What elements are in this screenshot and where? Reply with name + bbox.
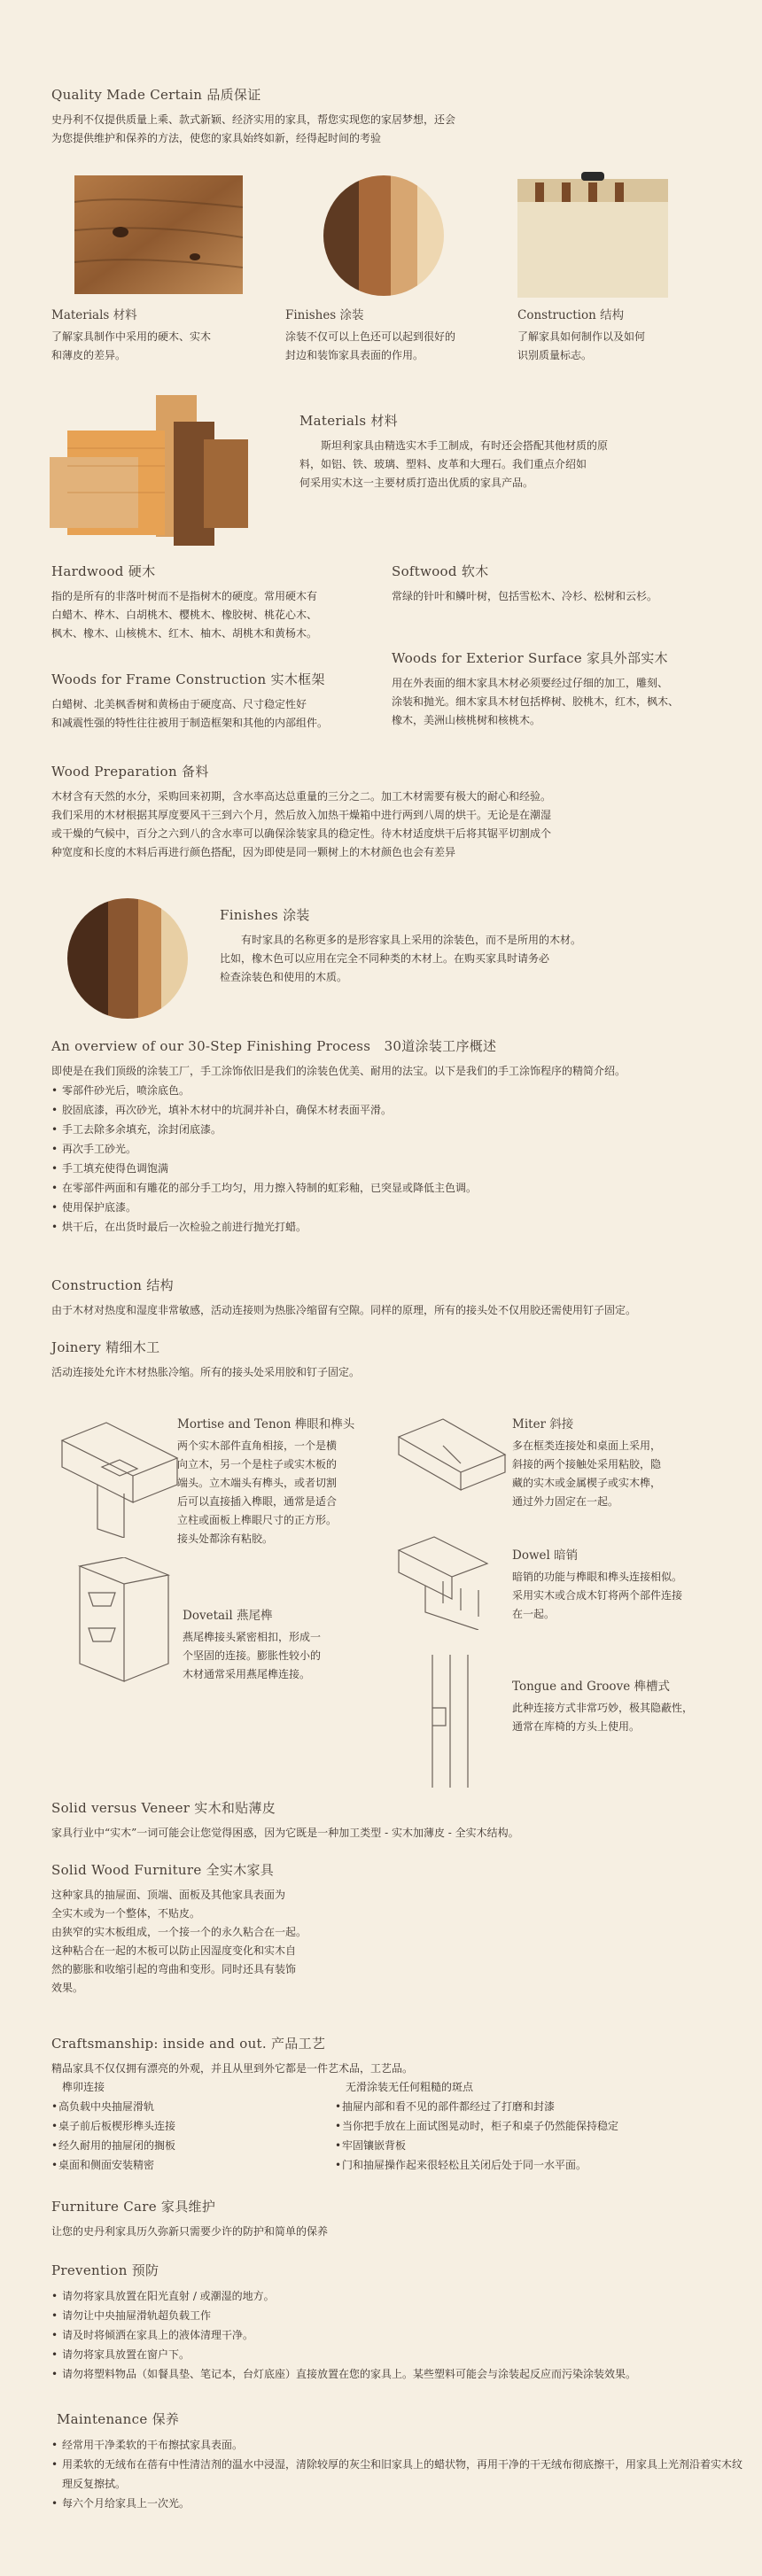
card-construction-line-2: 识别质量标志。: [517, 349, 593, 361]
list-item: • 桌子前后板楔形榫头连接: [51, 2116, 335, 2136]
finishes-line-3: 检查涂装色和使用的木质。: [220, 971, 348, 983]
dowel-title: Dowel 暗销: [512, 1548, 579, 1563]
craft-right-head: 无滑涂装无任何粗糙的斑点: [346, 2081, 474, 2093]
miter-line-2: 斜接的两个接触处采用粘胶，隐: [512, 1458, 662, 1470]
mortise-line-3: 端头。立木端头有榫头，或者切割: [177, 1477, 338, 1489]
craft-right-column: [335, 2078, 725, 2175]
prevention-list: [51, 2286, 751, 2384]
dowel-diagram: [390, 1532, 514, 1630]
list-item: • 经久耐用的抽屉闭的搁板: [51, 2136, 335, 2155]
mortise-line-4: 后可以直接插入榫眼，通常是适合: [177, 1495, 338, 1508]
solidwood-line-1: 这种家具的抽屉面、顶端、面板及其他家具表面为: [51, 1889, 286, 1901]
joinery-line-1: 活动连接处允许木材热胀冷缩。所有的接头处采用胶和钉子固定。: [51, 1366, 361, 1378]
finish-disc-image: [322, 174, 446, 298]
hardwood-title: Hardwood 硬木: [51, 563, 156, 579]
dowel-section: [512, 1545, 734, 1624]
materials-line-2: 料，如铝、铁、玻璃、塑料、皮革和大理石。我们重点介绍如: [299, 458, 587, 470]
prep-line-4: 种宽度和长度的木料后再进行颜色搭配，因为即使是同一颗树上的木材颜色也会有差异: [51, 846, 456, 858]
card-finishes-line-1: 涂装不仅可以上色还可以起到很好的: [285, 330, 456, 343]
card-finishes: [285, 305, 507, 365]
miter-section: [512, 1414, 734, 1511]
list-item: • 请勿让中央抽屉滑轨超负载工作: [51, 2306, 751, 2325]
exterior-line-1: 用在外表面的细木家具木材必须要经过仔细的加工，雕刻、: [392, 677, 669, 689]
tongue-section: [512, 1676, 743, 1736]
list-item: • 高负载中央抽屉滑轨: [51, 2097, 335, 2116]
miter-line-4: 通过外力固定在一起。: [512, 1495, 619, 1508]
exterior-section: [392, 648, 728, 730]
softwood-line-1: 常绿的针叶和鳞叶树，包括雪松木、冷杉、松树和云杉。: [392, 590, 658, 602]
solidwood-line-6: 效果。: [51, 1982, 84, 1994]
prep-line-2: 我们采用的木材根据其厚度要风干三到六个月，然后放入加热干燥箱中进行两到八周的烘干。无论是在潮湿: [51, 809, 552, 821]
quality-title: Quality Made Certain 品质保证: [51, 87, 261, 103]
wood-plank-image: [74, 175, 243, 294]
tongue-line-1: 此种连接方式非常巧妙，极其隐蔽性，: [512, 1702, 694, 1714]
solidwood-title: Solid Wood Furniture 全实木家具: [51, 1862, 275, 1878]
dovetail-title: Dovetail 燕尾榫: [183, 1609, 273, 1623]
veneer-line-1: 家具行业中“实木”一词可能会让您觉得困惑，因为它既是一种加工类型 - 实木加薄皮 - 全实木结构。: [51, 1827, 519, 1839]
craft-title: Craftsmanship: inside and out. 产品工艺: [51, 2036, 326, 2052]
list-item: • 门和抽屉操作起来很轻松且关闭后处于同一水平面。: [335, 2155, 725, 2175]
mortise-section: [177, 1414, 399, 1548]
list-item: • 牢固镶嵌背板: [335, 2136, 725, 2155]
miter-diagram: [390, 1410, 514, 1508]
solidwood-line-5: 然的膨胀和收缩引起的弯曲和变形。同时还具有装饰: [51, 1963, 297, 1975]
list-item: • 桌面和侧面安装精密: [51, 2155, 335, 2175]
solidwood-line-4: 这种粘合在一起的木板可以防止因湿度变化和实木自: [51, 1944, 297, 1957]
tongue-line-2: 通常在库椅的方头上使用。: [512, 1720, 641, 1733]
finishes-disc-image: [66, 896, 190, 1020]
hardwood-section: [51, 562, 388, 643]
care-line-1: 让您的史丹利家具历久弥新只需要少许的防护和简单的保养: [51, 2225, 329, 2238]
construction-line-1: 由于木材对热度和湿度非常敏感，活动连接则为热胀冷缩留有空隙。同样的原理，所有的接头处不仅用胶还需使用钉子固定。: [51, 1304, 637, 1316]
solidwood-line-3: 由狭窄的实木板组成，一个接一个的永久粘合在一起。: [51, 1926, 307, 1938]
list-item: • 用柔软的无绒布在蓓有中性清洁剂的温水中浸湿，清除较厚的灰尘和旧家具上的蜡状物，再用干净的干无绒布彻底擦干，用家具上光剂沿着实木纹理反复擦拭。: [51, 2455, 743, 2494]
card-construction-title: Construction 结构: [517, 308, 625, 322]
list-item: • 每六个月给家具上一次光。: [51, 2494, 743, 2513]
drawer-dovetail-image: [517, 172, 668, 298]
care-section: [51, 2197, 743, 2241]
craft-columns: [51, 2078, 743, 2175]
list-item: • 请勿将家具放置在窗户下。: [51, 2345, 751, 2364]
craft-section: [51, 2034, 743, 2175]
exterior-line-3: 橡木，美洲山核桃树和核桃木。: [392, 714, 541, 726]
construction-section: [51, 1276, 751, 1320]
card-finishes-title: Finishes 涂装: [285, 308, 364, 322]
card-materials: [51, 305, 264, 365]
craft-right-list: [335, 2097, 725, 2175]
materials-section: [299, 411, 725, 493]
hardwood-line-2: 白蜡木、桦木、白胡桃木、樱桃木、橡胶树、桃花心木、: [51, 609, 318, 621]
joinery-title: Joinery 精细木工: [51, 1339, 160, 1355]
miter-line-1: 多在框类连接处和桌面上采用，: [512, 1439, 662, 1452]
dovetail-line-1: 燕尾榫接头紧密相扣，形成一: [183, 1631, 322, 1643]
tongue-title: Tongue and Groove 榫槽式: [512, 1680, 670, 1694]
maintenance-title: Maintenance 保养: [57, 2411, 180, 2427]
materials-line-3: 何采用实木这一主要材质打造出优质的家具产品。: [299, 477, 534, 489]
construction-title: Construction 结构: [51, 1277, 174, 1293]
finishes-section: [220, 905, 716, 987]
quality-line-2: 为您提供维护和保养的方法，使您的家具始终如新，经得起时间的考验: [51, 132, 382, 144]
hardwood-line-3: 枫木、橡木、山核桃木、红木、柚木、胡桃木和黄杨木。: [51, 627, 318, 640]
mortise-line-6: 接头处都涂有粘胶。: [177, 1532, 274, 1545]
dovetail-line-3: 木材通常采用燕尾榫连接。: [183, 1668, 311, 1680]
list-item: • 使用保护底漆。: [51, 1198, 743, 1217]
mortise-tenon-diagram: [53, 1405, 186, 1538]
frame-section: [51, 670, 388, 733]
card-construction-line-1: 了解家具如何制作以及如何: [517, 330, 646, 343]
miter-title: Miter 斜接: [512, 1417, 574, 1432]
quality-line-1: 史丹利不仅提供质量上乘、款式新颖、经济实用的家具，帮您实现您的家居梦想，还会: [51, 113, 456, 126]
craft-left-head: 榫卯连接: [62, 2081, 105, 2093]
frame-line-1: 白蜡树、北美枫香树和黄杨由于硬度高、尺寸稳定性好: [51, 698, 307, 710]
prep-section: [51, 762, 734, 862]
mortise-title: Mortise and Tenon 榫眼和榫头: [177, 1417, 355, 1432]
prevention-section: [51, 2261, 751, 2384]
materials-line-1: 斯坦利家具由精选实木手工制成，有时还会搭配其他材质的原: [321, 439, 609, 452]
miter-line-3: 藏的实木或金属楔子或实木榫，: [512, 1477, 662, 1489]
prep-line-1: 木材含有天然的水分，采购回来初期，含水率高达总重量的三分之二。加工木材需要有极大的耐心和经验。: [51, 790, 552, 803]
joinery-section: [51, 1338, 743, 1382]
dowel-line-1: 暗销的功能与榫眼和榫头连接相似。: [512, 1571, 683, 1583]
craft-left-column: [51, 2078, 335, 2175]
list-item: • 在零部件两面和有雕花的部分手工均匀，用力擦入特制的虹彩釉，已突显或降低主色调。: [51, 1178, 743, 1198]
prep-line-3: 或干燥的气候中，百分之六到八的含水率可以确保涂装家具的稳定性。待木材适度烘干后将其锯平切割成个: [51, 827, 552, 840]
care-title: Furniture Care 家具维护: [51, 2199, 216, 2215]
exterior-title: Woods for Exterior Surface 家具外部实木: [392, 650, 668, 666]
veneer-section: [51, 1798, 743, 1843]
frame-line-2: 和减震性强的特性往往被用于制造框架和其他的内部组件。: [51, 717, 329, 729]
craft-intro: 精品家具不仅仅拥有漂亮的外观，并且从里到外它都是一件艺术品，工艺品。: [51, 2062, 414, 2075]
overview-title: An overview of our 30-Step Finishing Process 30道涂装工序概述: [51, 1038, 497, 1054]
card-materials-title: Materials 材料: [51, 308, 137, 322]
mortise-line-1: 两个实木部件直角相接，一个是横: [177, 1439, 338, 1452]
card-materials-line-2: 和薄皮的差异。: [51, 349, 127, 361]
list-item: • 请勿将塑料物品（如餐具垫、笔记本，台灯底座）直接放置在您的家具上。某些塑料可能会与涂装起反应而污染涂装效果。: [51, 2364, 751, 2384]
softwood-title: Softwood 软木: [392, 563, 489, 579]
list-item: • 烘干后，在出货时最后一次检验之前进行抛光打蜡。: [51, 1217, 743, 1237]
list-item: • 请勿将家具放置在阳光直射 / 或潮湿的地方。: [51, 2286, 751, 2306]
maintenance-section: [51, 2409, 743, 2513]
frame-title: Woods for Frame Construction 实木框架: [51, 671, 325, 687]
quality-section: [51, 85, 725, 148]
list-item: • 再次手工砂光。: [51, 1139, 743, 1159]
hardwood-line-1: 指的是所有的非落叶树而不是指树木的硬度。常用硬木有: [51, 590, 318, 602]
dovetail-diagram: [62, 1557, 177, 1690]
card-finishes-line-2: 封边和装饰家具表面的作用。: [285, 349, 424, 361]
card-construction: [517, 305, 721, 365]
softwood-section: [392, 562, 728, 606]
overview-section: [51, 1036, 743, 1237]
list-item: • 手工填充使得色调饱满: [51, 1159, 743, 1178]
finishes-line-1: 有时家具的名称更多的是形容家具上采用的涂装色，而不是所用的木材。: [241, 934, 582, 946]
mortise-line-2: 向立木，另一个是柱子或实木板的: [177, 1458, 338, 1470]
finishes-line-2: 比如，橡木色可以应用在完全不同种类的木材上。在购买家具时请务必: [220, 952, 550, 965]
wood-samples-image: [50, 395, 262, 546]
mortise-line-5: 立柱或面板上榫眼尺寸的正方形。: [177, 1514, 338, 1526]
card-materials-line-1: 了解家具制作中采用的硬木、实木: [51, 330, 212, 343]
list-item: • 经常用干净柔软的干布擦拭家具表面。: [51, 2435, 743, 2455]
list-item: • 零部件砂光后，喷涂底色。: [51, 1081, 743, 1100]
list-item: • 抽屉内部和看不见的部件都经过了打磨和封漆: [335, 2097, 725, 2116]
dowel-line-2: 采用实木或合成木钉将两个部件连接: [512, 1589, 683, 1602]
maintenance-list: [51, 2435, 743, 2513]
prevention-title: Prevention 预防: [51, 2262, 159, 2278]
tongue-groove-diagram: [424, 1655, 477, 1788]
finishes-title: Finishes 涂装: [220, 907, 310, 923]
craft-left-list: [51, 2097, 335, 2175]
dovetail-section: [183, 1605, 395, 1684]
list-item: • 手工去除多余填充，涂封闭底漆。: [51, 1120, 743, 1139]
dowel-line-3: 在一起。: [512, 1608, 556, 1620]
list-item: • 胶固底漆，再次砂光，填补木材中的坑洞并补白，确保木材表面平滑。: [51, 1100, 743, 1120]
overview-intro: 即使是在我们顶级的涂装工厂，手工涂饰依旧是我们的涂装色优美、耐用的法宝。以下是我们的手工涂饰程序的精简介绍。: [51, 1065, 626, 1077]
solidwood-section: [51, 1860, 406, 1998]
dovetail-line-2: 个坚固的连接。膨胀性较小的: [183, 1649, 322, 1662]
veneer-title: Solid versus Veneer 实木和贴薄皮: [51, 1800, 276, 1816]
list-item: • 请及时将倾洒在家具上的液体清理干净。: [51, 2325, 751, 2345]
materials-title: Materials 材料: [299, 413, 398, 429]
exterior-line-2: 涂装和抛光。细木家具木材包括桦树、胶桃木，红木，枫木、: [392, 695, 680, 708]
solidwood-line-2: 全实木或为一个整体，不贴皮。: [51, 1907, 201, 1920]
list-item: • 当你把手放在上面试图晃动时，柜子和桌子仍然能保持稳定: [335, 2116, 725, 2136]
overview-steps: [51, 1081, 743, 1237]
prep-title: Wood Preparation 备料: [51, 764, 209, 780]
